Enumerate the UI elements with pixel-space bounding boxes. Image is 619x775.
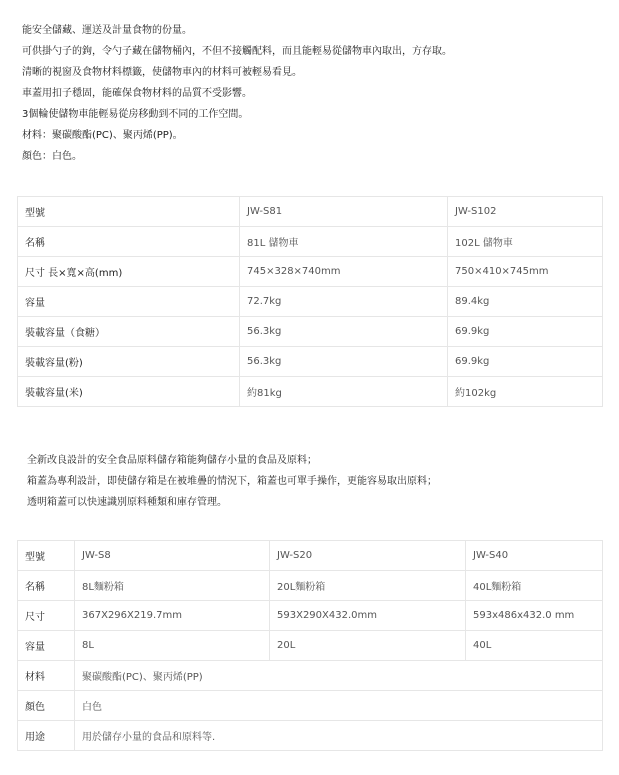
table-row [18, 197, 603, 227]
table-cell: 102L 儲物車 [448, 227, 603, 257]
table-row [18, 287, 603, 317]
storage-cart-spec-table [17, 196, 603, 407]
table-row [18, 691, 603, 721]
row-label: 顏色 [18, 691, 75, 721]
table-row [18, 541, 603, 571]
table-cell: 593X290X432.0mm [270, 601, 466, 631]
description-line: 清晰的視窗及食物材料標籤，使儲物車內的材料可被輕易看見。 [22, 67, 302, 78]
table-cell: 40L [466, 631, 603, 661]
table-cell: 69.9kg [448, 317, 603, 347]
table-cell: 81L 儲物車 [240, 227, 448, 257]
row-label: 尺寸 長×寬×高(mm) [18, 257, 240, 287]
table-cell: JW-S81 [240, 197, 448, 227]
table-row [18, 377, 603, 407]
row-label: 裝載容量(粉) [18, 347, 240, 377]
description-line: 全新改良設計的安全食品原料儲存箱能夠儲存小量的食品及原料； [27, 455, 317, 466]
table-cell: 約81kg [240, 377, 448, 407]
table-cell: 367X296X219.7mm [75, 601, 270, 631]
table-row [18, 661, 603, 691]
row-label: 尺寸 [18, 601, 75, 631]
table-cell: JW-S40 [466, 541, 603, 571]
description-line: 能安全儲藏、運送及計量食物的份量。 [22, 25, 192, 36]
row-label: 型號 [18, 197, 240, 227]
table-cell: 約102kg [448, 377, 603, 407]
table-row [18, 317, 603, 347]
description-line: 透明箱蓋可以快速識別原料種類和庫存管理。 [27, 497, 227, 508]
table-cell: 聚碳酸酯(PC)、聚丙烯(PP) [75, 661, 603, 691]
table-row [18, 571, 603, 601]
table-cell: 20L麵粉箱 [270, 571, 466, 601]
flour-box-description [27, 450, 597, 513]
row-label: 材料 [18, 661, 75, 691]
description-line: 材料：聚碳酸酯(PC)、聚丙烯(PP)。 [22, 130, 183, 141]
table-row [18, 601, 603, 631]
table-cell: 593x486x432.0 mm [466, 601, 603, 631]
table-cell: 8L麵粉箱 [75, 571, 270, 601]
table-cell: 20L [270, 631, 466, 661]
row-label: 容量 [18, 287, 240, 317]
table-cell: 56.3kg [240, 347, 448, 377]
description-line: 可供掛勺子的鉤，令勺子藏在儲物桶內，不但不接觸配料，而且能輕易從儲物車內取出，方存取。 [22, 46, 452, 57]
row-label: 型號 [18, 541, 75, 571]
table-cell: 用於儲存小量的食品和原料等. [75, 721, 603, 751]
product-description [22, 20, 602, 167]
table-cell: JW-S8 [75, 541, 270, 571]
row-label: 名稱 [18, 571, 75, 601]
table-cell: 72.7kg [240, 287, 448, 317]
table-cell: 56.3kg [240, 317, 448, 347]
row-label: 裝載容量(米) [18, 377, 240, 407]
table-row [18, 721, 603, 751]
table-row [18, 631, 603, 661]
row-label: 用途 [18, 721, 75, 751]
table-cell: 745×328×740mm [240, 257, 448, 287]
table-row [18, 227, 603, 257]
row-label: 裝載容量（食糖） [18, 317, 240, 347]
row-label: 名稱 [18, 227, 240, 257]
table-cell: JW-S20 [270, 541, 466, 571]
table-cell: 69.9kg [448, 347, 603, 377]
description-line: 顏色：白色。 [22, 151, 82, 162]
table-cell: 白色 [75, 691, 603, 721]
row-label: 容量 [18, 631, 75, 661]
table-cell: 8L [75, 631, 270, 661]
table-cell: JW-S102 [448, 197, 603, 227]
table-cell: 89.4kg [448, 287, 603, 317]
flour-box-spec-table [17, 540, 603, 751]
table-cell: 40L麵粉箱 [466, 571, 603, 601]
table-cell: 750×410×745mm [448, 257, 603, 287]
description-line: 箱蓋為專利設計，即使儲存箱是在被堆疊的情況下，箱蓋也可單手操作，更能容易取出原料； [27, 476, 437, 487]
description-line: 3個輪使儲物車能輕易從房移動到不同的工作空間。 [22, 109, 249, 120]
table-row [18, 257, 603, 287]
table-row [18, 347, 603, 377]
description-line: 車蓋用扣子穩固，能確保食物材料的品質不受影響。 [22, 88, 252, 99]
